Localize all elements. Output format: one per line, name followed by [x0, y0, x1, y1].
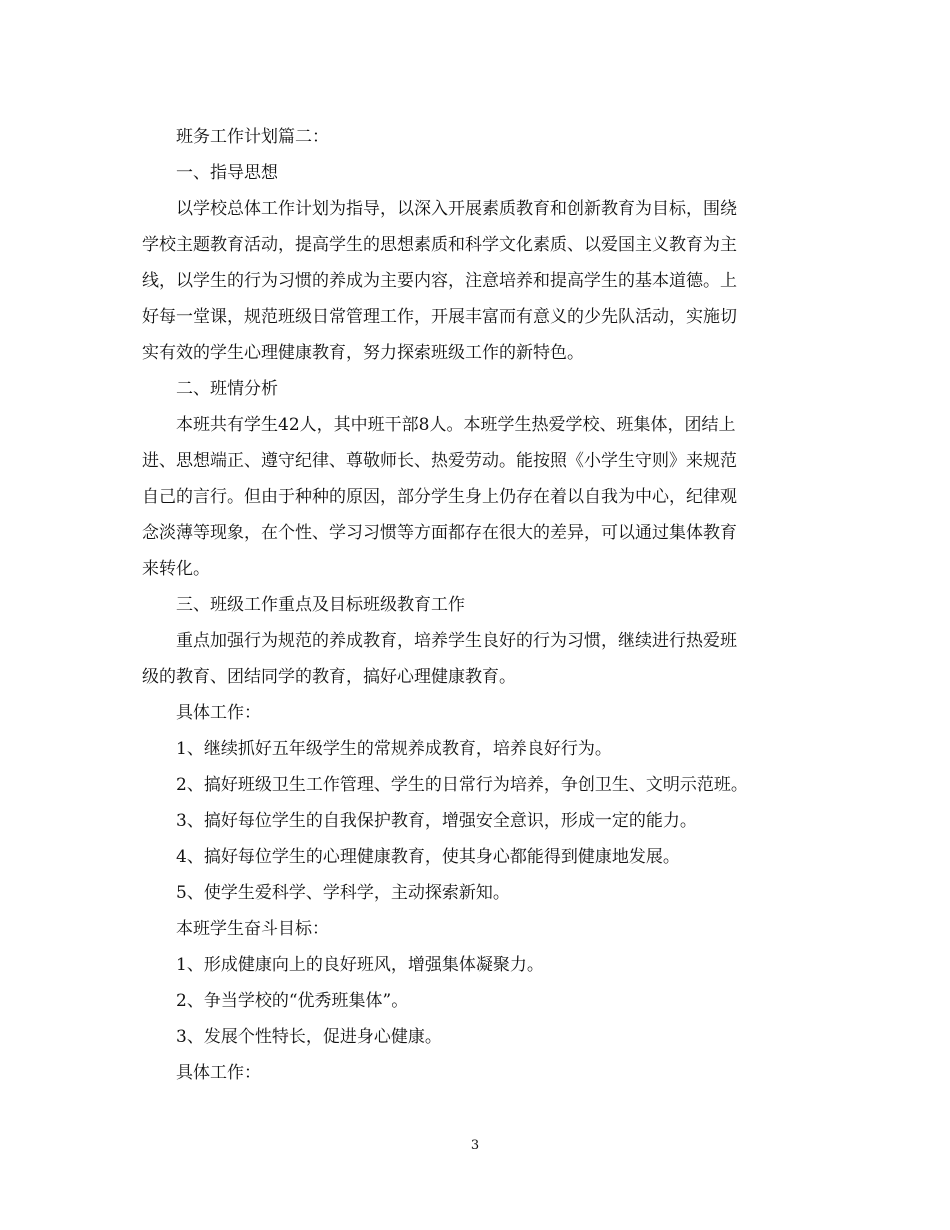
paragraph-line: 来转化。: [142, 559, 210, 579]
list-item: 5、使学生爱科学、学科学，主动探索新知。: [176, 883, 510, 903]
list-item: 3、发展个性特长，促进身心健康。: [176, 1027, 442, 1047]
paragraph-line: 自己的言行。但由于种种的原因，部分学生身上仍存在着以自我为中心，纪律观: [142, 487, 737, 507]
subheading: 具体工作：: [176, 703, 261, 723]
section-heading: 三、班级工作重点及目标班级教育工作: [176, 595, 465, 615]
paragraph-line: 念淡薄等现象，在个性、学习习惯等方面都存在很大的差异，可以通过集体教育: [142, 523, 737, 543]
paragraph-line: 进、思想端正、遵守纪律、尊敬师长、热爱劳动。能按照《小学生守则》来规范: [142, 451, 737, 471]
list-item: 1、形成健康向上的良好班风，增强集体凝聚力。: [176, 955, 544, 975]
paragraph-line: 重点加强行为规范的养成教育，培养学生良好的行为习惯，继续进行热爱班: [176, 631, 737, 651]
subheading: 具体工作：: [176, 1063, 261, 1083]
list-item: 2、争当学校的“优秀班集体”。: [176, 991, 409, 1011]
paragraph-line: 本班共有学生42人，其中班干部8人。本班学生热爱学校、班集体，团结上: [176, 415, 736, 435]
plan-title: 班务工作计划篇二：: [176, 127, 329, 147]
paragraph-line: 以学校总体工作计划为指导，以深入开展素质教育和创新教育为目标，围绕: [176, 199, 737, 219]
list-item: 4、搞好每位学生的心理健康教育，使其身心都能得到健康地发展。: [176, 847, 680, 867]
paragraph-line: 级的教育、团结同学的教育，搞好心理健康教育。: [142, 667, 516, 687]
subheading: 本班学生奋斗目标：: [176, 919, 329, 939]
page-number: 3: [470, 1138, 480, 1153]
section-heading: 一、指导思想: [176, 163, 278, 183]
paragraph-line: 好每一堂课，规范班级日常管理工作，开展丰富而有意义的少先队活动，实施切: [142, 307, 737, 327]
paragraph-line: 实有效的学生心理健康教育，努力探索班级工作的新特色。: [142, 343, 584, 363]
paragraph-line: 线，以学生的行为习惯的养成为主要内容，注意培养和提高学生的基本道德。上: [142, 271, 737, 291]
list-item: 3、搞好每位学生的自我保护教育，增强安全意识，形成一定的能力。: [176, 811, 697, 831]
list-item: 1、继续抓好五年级学生的常规养成教育，培养良好行为。: [176, 739, 612, 759]
paragraph-line: 学校主题教育活动，提高学生的思想素质和科学文化素质、以爱国主义教育为主: [142, 235, 737, 255]
list-item: 2、搞好班级卫生工作管理、学生的日常行为培养，争创卫生、文明示范班。: [176, 775, 748, 795]
section-heading: 二、班情分析: [176, 379, 278, 399]
